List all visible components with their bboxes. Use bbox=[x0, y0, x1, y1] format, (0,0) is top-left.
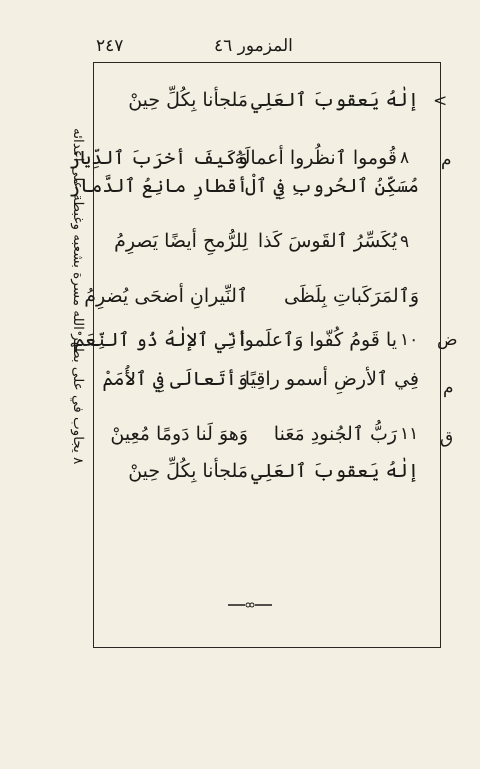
page-number: ٢٤٧ bbox=[96, 36, 124, 56]
verse-left-hemistich: ٱلنِّيرانِ أضحَى يُضرِمُ bbox=[84, 285, 248, 307]
verse-right-hemistich: رَبُّ ٱلجُنودِ مَعَنا bbox=[273, 423, 397, 445]
running-title: المزمور ٤٦ bbox=[214, 36, 293, 56]
verse-left-hemistich: لِلرُّمحِ أيضًا يَصرِمُ bbox=[114, 230, 248, 252]
verse-right-hemistich: فِي ٱلأرضِ أسمو راقِيًا bbox=[244, 368, 419, 390]
margin-mark: م bbox=[443, 378, 454, 398]
verse-number: ١٠ bbox=[400, 330, 419, 350]
verse-right-hemistich: مُسَكِّنُ ٱلحُروبِ فِي ٱلْ bbox=[245, 175, 419, 197]
verse-left-hemistich: وَأتَعالَى فِي ٱلأُمَمْ bbox=[102, 368, 248, 390]
page-header bbox=[0, 36, 480, 62]
verse-right-hemistich: وَٱلمَرَكَباتِ بِلَظَى bbox=[283, 285, 419, 307]
verse-right-hemistich: يُكَسِّرُ ٱلقَوسَ كَذا bbox=[257, 230, 397, 252]
verse-right-hemistich: قُوموا ٱنظُروا أعمالَهُ bbox=[234, 147, 397, 169]
verse-right-hemistich: يا قَومُ كُفّوا وَٱعلَموا bbox=[239, 329, 397, 351]
margin-mark: < bbox=[433, 91, 448, 111]
margin-mark: ض bbox=[437, 330, 458, 350]
verse-number: ٨ bbox=[400, 148, 410, 168]
verse-left-hemistich: أنِّي ٱلإلٰهُ ذُو ٱلنِّعَمْ bbox=[74, 329, 248, 351]
verse-left-hemistich: مَلجأنا بِكُلِّ حِينْ bbox=[128, 460, 248, 482]
verse-left-hemistich: وَهوَ لَنا دَومًا مُعِينْ bbox=[110, 423, 248, 445]
verse-left-hemistich: وَكَيفَ أخرَبَ ٱلدِّيارْ bbox=[68, 147, 248, 169]
verse-left-hemistich: مَلجأنا بِكُلِّ حِينْ bbox=[128, 89, 248, 111]
verse-right-hemistich: إلٰهُ يَعقوبَ ٱلعَلِي bbox=[251, 89, 419, 111]
verse-number: ٩ bbox=[400, 232, 410, 252]
verse-left-hemistich: أقطارِ مانِعُ ٱلدَّمارْ bbox=[68, 175, 248, 197]
divider-ornament bbox=[228, 600, 272, 610]
verse-number: ١١ bbox=[400, 424, 419, 444]
margin-mark: ق bbox=[440, 428, 454, 448]
side-note-text: ٨ يجاوب في على بطهر الله مسرة بشعبه وغبطة على اعدائه bbox=[70, 128, 86, 465]
verse-right-hemistich: إلٰهُ يَعقوبَ ٱلعَلِي bbox=[251, 460, 419, 482]
margin-mark: م bbox=[441, 150, 452, 170]
